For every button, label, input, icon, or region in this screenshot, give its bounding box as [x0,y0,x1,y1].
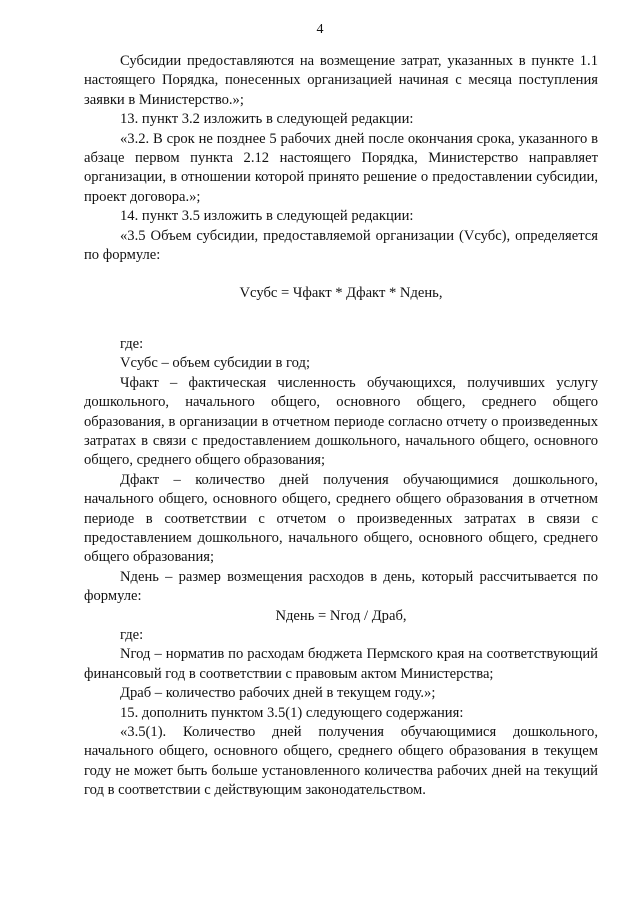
paragraph: Чфакт – фактическая численность обучающихся, получивших услугу дошкольного, начального общего, основного общего, среднего общего образования, в организации в отчетном периоде согласно отчету о произведенных затратах в связи с предоставлением дошкольного, начального общего, основного общего, среднего общего образования; [84,374,598,469]
paragraph: Драб – количество рабочих дней в текущем году.»; [120,685,436,702]
paragraph: Nдень – размер возмещения расходов в день, который рассчитывается по формуле: [84,568,598,605]
paragraph: где: [120,335,144,352]
paragraph: «3.5(1). Количество дней получения обучающимися дошкольного, начального общего, основного общего, среднего общего образования в текущем году не может быть больше установленного количества рабочих дней на текущий год в соответствии с действующим законодательством. [84,724,598,799]
paragraph: Дфакт – количество дней получения обучающимися дошкольного, начального общего, основного общего, среднего общего образования в отчетном периоде в соответствии с отчетом о произведенных затратах в связи с предоставлением дошкольного, начального общего, основного общего, среднего общего образования; [84,471,598,566]
paragraph: «3.5 Объем субсидии, предоставляемой организации (Vсубс), определяется по формуле: [84,227,598,264]
page-number: 4 [316,22,324,37]
formula-per-day: Nдень = Nгод / Драб, [275,607,407,624]
paragraph: 13. пункт 3.2 изложить в следующей редакции: [120,111,414,128]
paragraph: Vсубс – объем субсидии в год; [120,355,311,372]
paragraph: 14. пункт 3.5 изложить в следующей редакции: [120,208,414,225]
paragraph: «3.2. В срок не позднее 5 рабочих дней после окончания срока, указанного в абзаце первом пункта 2.12 настоящего Порядка, Министерство направляет организации, в отношении которой принято решение о предоставлении субсидии, проект договора.»; [84,130,598,205]
formula-volume: Vсубс = Чфакт * Дфакт * Nдень, [239,285,443,302]
paragraph: где: [120,626,144,643]
paragraph: Субсидии предоставляются на возмещение затрат, указанных в пункте 1.1 настоящего Порядка, понесенных организацией начиная с месяца поступления заявки в Министерство.»; [84,53,598,108]
document-body [84,52,598,801]
paragraph: 15. дополнить пунктом 3.5(1) следующего содержания: [120,704,464,721]
paragraph: Nгод – норматив по расходам бюджета Пермского края на соответствующий финансовый год в соответствии с правовым актом Министерства; [84,646,598,682]
